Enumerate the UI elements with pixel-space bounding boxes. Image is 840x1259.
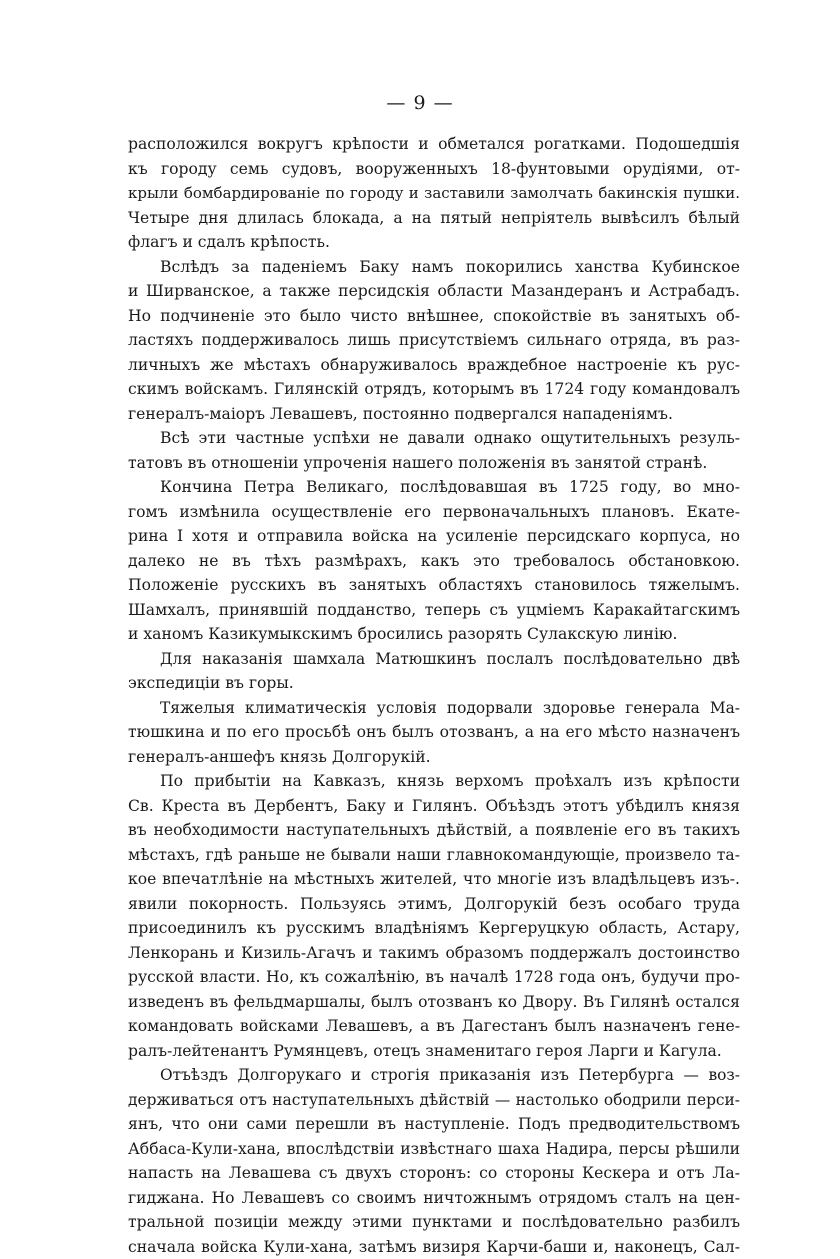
- text-line: присоединилъ къ русскимъ владѣніямъ Кергеруцкую область, Астару,: [128, 916, 740, 941]
- text-line: Св. Креста въ Дербентъ, Баку и Гилянъ. Объѣздъ этотъ убѣдилъ князя: [128, 794, 740, 819]
- text-line: гомъ измѣнила осуществленіе его первоначальныхъ плановъ. Екате-: [128, 500, 740, 525]
- text-line: ластяхъ поддерживалось лишь присутствіемъ сильнаго отряда, въ раз-: [128, 328, 740, 353]
- text-line: русской власти. Но, къ сожалѣнію, въ началѣ 1728 года онъ, будучи про-: [128, 965, 740, 990]
- text-line: напасть на Левашева съ двухъ сторонъ: со стороны Кескера и отъ Ла-: [128, 1161, 740, 1186]
- text-line: Кончина Петра Великаго, послѣдовавшая въ 1725 году, во мно-: [128, 475, 740, 500]
- text-line: мѣстахъ, гдѣ раньше не бывали наши главнокомандующіе, произвело та-: [128, 843, 740, 868]
- text-line: экспедиціи въ горы.: [128, 671, 740, 696]
- text-line: скимъ войскамъ. Гилянскій отрядъ, которымъ въ 1724 году командовалъ: [128, 377, 740, 402]
- text-line: кое впечатлѣніе на мѣстныхъ жителей, что многіе изъ владѣльцевъ изъ-.: [128, 867, 740, 892]
- text-line: генералъ-аншефъ князь Долгорукій.: [128, 745, 740, 770]
- text-line: Но подчиненіе это было чисто внѣшнее, спокойствіе въ занятыхъ об-: [128, 304, 740, 329]
- text-line: и Ширванское, а также персидскія области Мазандеранъ и Астрабадъ.: [128, 279, 740, 304]
- text-line: татовъ въ отношеніи упроченія нашего положенія въ занятой странѣ.: [128, 451, 740, 476]
- text-line: изведенъ въ фельдмаршалы, былъ отозванъ ко Двору. Въ Гилянѣ остался: [128, 990, 740, 1015]
- text-line: Для наказанія шамхала Матюшкинъ послалъ послѣдовательно двѣ: [128, 647, 740, 672]
- text-line: и ханомъ Казикумыкскимъ бросились разорять Сулакскую линію.: [128, 622, 740, 647]
- text-line: расположился вокругъ крѣпости и обметался рогатками. Подошедшія: [128, 132, 740, 157]
- text-line: Положеніе русскихъ въ занятыхъ областяхъ становилось тяжелымъ.: [128, 573, 740, 598]
- text-line: Аббаса-Кули-хана, впослѣдствіи извѣстнаго шаха Надира, персы рѣшили: [128, 1137, 740, 1162]
- text-line: Шамхалъ, принявшій подданство, теперь съ уцміемъ Каракайтагскимъ: [128, 598, 740, 623]
- text-line: ралъ-лейтенантъ Румянцевъ, отецъ знаменитаго героя Ларги и Кагула.: [128, 1039, 740, 1064]
- text-line: янъ, что они сами перешли въ наступленіе. Подъ предводительствомъ: [128, 1112, 740, 1137]
- text-line: генералъ-маіоръ Левашевъ, постоянно подвергался нападеніямъ.: [128, 402, 740, 427]
- text-line: крыли бомбардированіе по городу и заставили замолчать бакинскія пушки.: [128, 181, 740, 206]
- text-line: Тяжелыя климатическія условія подорвали здоровье генерала Ма-: [128, 696, 740, 721]
- page-number: — 9 —: [0, 92, 840, 114]
- text-line: держиваться отъ наступательныхъ дѣйствій — настолько ободрили перси-: [128, 1088, 740, 1113]
- text-line: Четыре дня длилась блокада, а на пятый непріятель вывѣсилъ бѣлый: [128, 206, 740, 231]
- text-line: къ городу семь судовъ, вооруженныхъ 18-фунтовыми орудіями, от-: [128, 157, 740, 182]
- text-line: командовать войсками Левашевъ, а въ Дагестанъ былъ назначенъ гене-: [128, 1014, 740, 1039]
- text-line: Вслѣдъ за паденіемъ Баку намъ покорились ханства Кубинское: [128, 255, 740, 280]
- text-line: Ленкорань и Кизиль-Агачъ и такимъ образомъ поддержалъ достоинство: [128, 941, 740, 966]
- body-text: [128, 132, 740, 1259]
- text-line: въ необходимости наступательныхъ дѣйствій, а появленіе его въ такихъ: [128, 818, 740, 843]
- text-line: тральной позиціи между этими пунктами и послѣдовательно разбилъ: [128, 1210, 740, 1235]
- text-line: рина I хотя и отправила войска на усиленіе персидскаго корпуса, но: [128, 524, 740, 549]
- text-line: сначала войска Кули-хана, затѣмъ визиря Карчи-баши и, наконецъ, Сал-: [128, 1235, 740, 1259]
- text-line: личныхъ же мѣстахъ обнаруживалось враждебное настроеніе къ рус-: [128, 353, 740, 378]
- text-line: флагъ и сдалъ крѣпость.: [128, 230, 740, 255]
- text-line: явили покорность. Пользуясь этимъ, Долгорукій безъ особаго труда: [128, 892, 740, 917]
- text-line: далеко не въ тѣхъ размѣрахъ, какъ это требовалось обстановкою.: [128, 549, 740, 574]
- text-line: гиджана. Но Левашевъ со своимъ ничтожнымъ отрядомъ сталъ на цен-: [128, 1186, 740, 1211]
- text-line: По прибытіи на Кавказъ, князь верхомъ проѣхалъ изъ крѣпости: [128, 769, 740, 794]
- text-line: Всѣ эти частные успѣхи не давали однако ощутительныхъ резуль-: [128, 426, 740, 451]
- text-line: Отъѣздъ Долгорукаго и строгія приказанія изъ Петербурга — воз-: [128, 1063, 740, 1088]
- text-line: тюшкина и по его просьбѣ онъ былъ отозванъ, а на его мѣсто назначенъ: [128, 720, 740, 745]
